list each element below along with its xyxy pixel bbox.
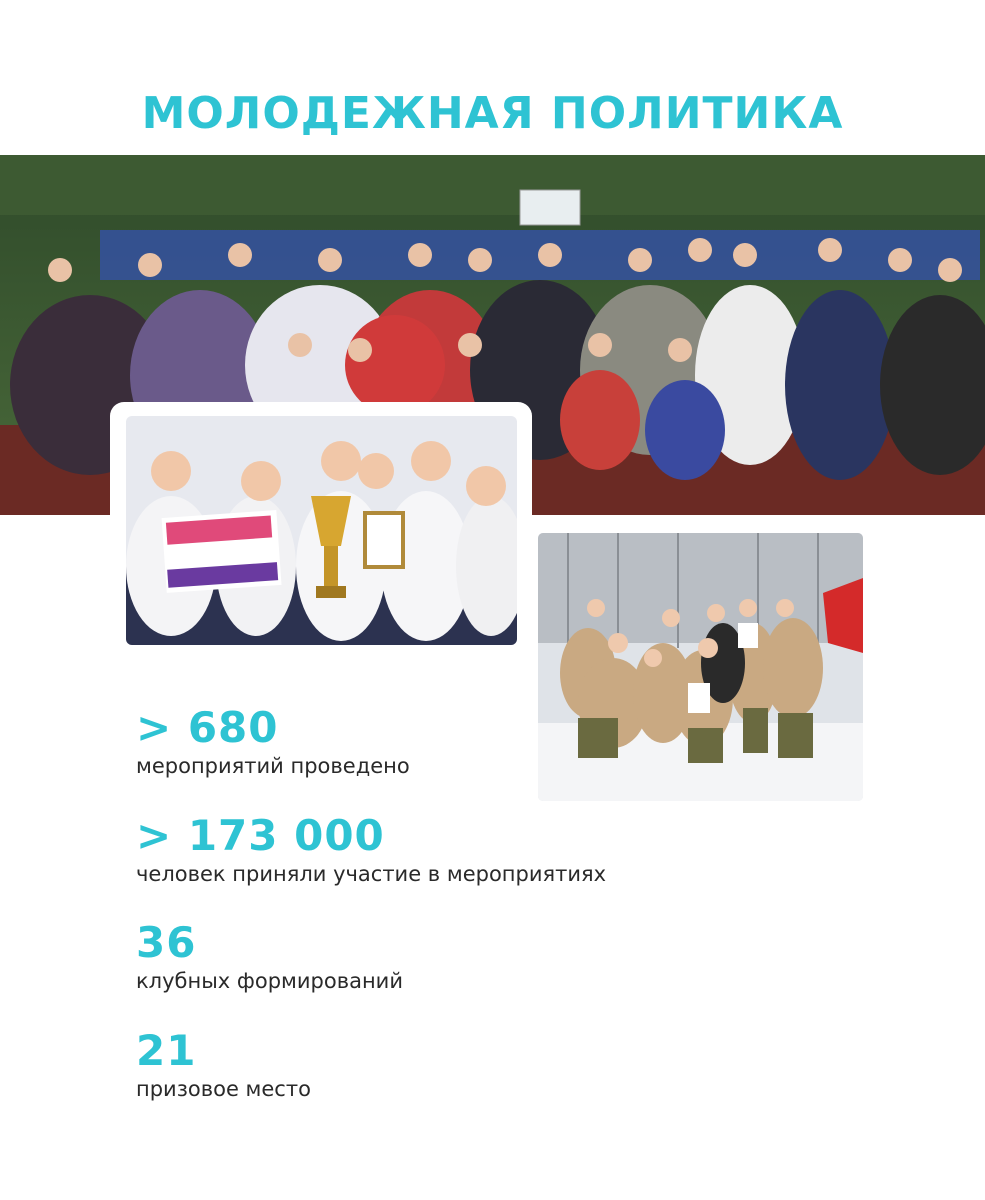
stat-clubs (136, 920, 403, 994)
stat-participants-label: человек приняли участие в мероприятиях (136, 862, 607, 886)
winter-event-photo (538, 533, 863, 801)
stat-clubs-value: 36 (136, 918, 197, 967)
stat-prizes-label: призовое место (136, 1077, 311, 1101)
stat-participants (136, 813, 606, 887)
page-title: МОЛОДЕЖНАЯ ПОЛИТИКА (141, 88, 844, 139)
stat-events-value: > 680 (136, 703, 279, 752)
stat-participants-value: > 173 000 (136, 811, 385, 860)
award-group-photo (126, 416, 517, 645)
stat-events (136, 705, 410, 779)
stat-clubs-label: клубных формирований (136, 969, 403, 993)
stat-events-label: мероприятий проведено (136, 754, 410, 778)
stat-prizes (136, 1028, 311, 1102)
stat-prizes-value: 21 (136, 1026, 197, 1075)
